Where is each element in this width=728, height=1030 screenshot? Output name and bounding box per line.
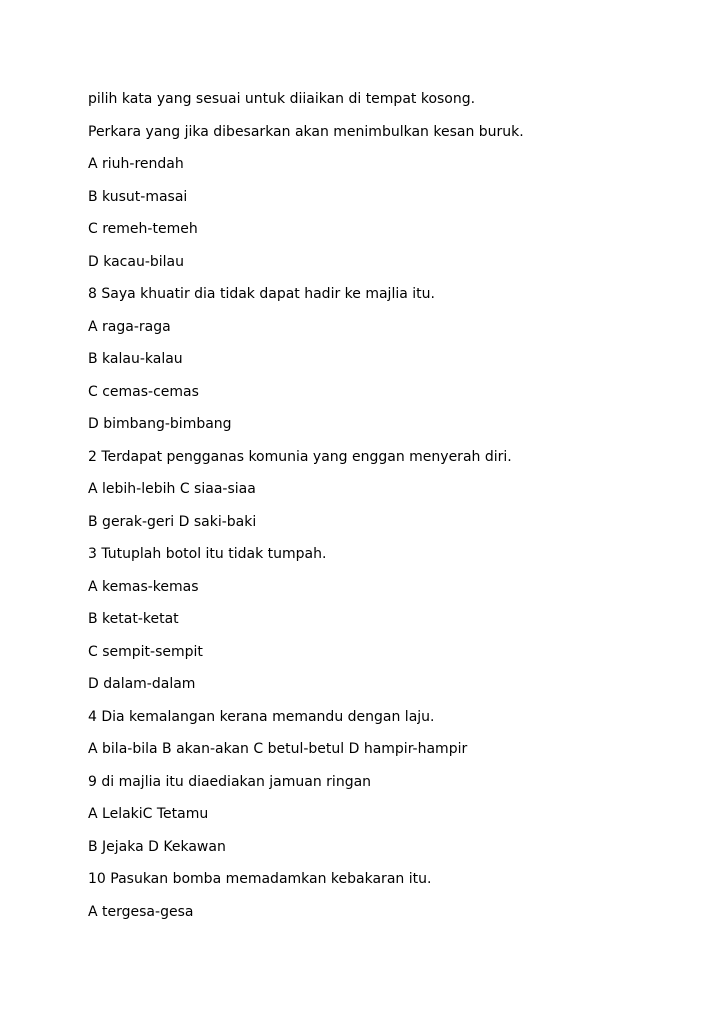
question-line: 10 Pasukan bomba memadamkan kebakaran itu. (88, 871, 432, 887)
answer-option: D dalam-dalam (88, 676, 196, 692)
answer-option: A kemas-kemas (88, 578, 199, 595)
instruction-line: pilih kata yang sesuai untuk diiaikan di tempat kosong. (88, 91, 476, 107)
question-line: 2 Terdapat pengganas komunia yang enggan menyerah diri. (88, 448, 512, 465)
question-line: Perkara yang jika dibesarkan akan menimbulkan kesan buruk. (88, 123, 524, 140)
question-line: 3 Tutuplah botol itu tidak tumpah. (88, 546, 327, 562)
answer-option: B kalau-kalau (88, 351, 183, 367)
answer-option: B kusut-masai (88, 188, 188, 205)
question-line: 9 di majlia itu diaediakan jamuan ringan (88, 773, 372, 790)
document-text (88, 89, 708, 934)
answer-option: A tergesa-gesa (88, 903, 194, 920)
answer-option: B Jejaka D Kekawan (88, 838, 226, 855)
answer-option: A bila-bila B akan-akan C betul-betul D hampir-hampir (88, 741, 468, 757)
answer-option: B gerak-geri D saki-baki (88, 513, 257, 530)
answer-option: D kacau-bilau (88, 253, 184, 270)
answer-option: A raga-raga (88, 318, 171, 335)
answer-option: C remeh-temeh (88, 221, 198, 237)
answer-option: A lebih-lebih C siaa-siaa (88, 481, 256, 497)
answer-option: C sempit-sempit (88, 643, 203, 660)
answer-option: C cemas-cemas (88, 383, 199, 400)
question-line: 8 Saya khuatir dia tidak dapat hadir ke majlia itu. (88, 286, 435, 302)
answer-option: A riuh-rendah (88, 156, 184, 172)
answer-option: A LelakiC Tetamu (88, 806, 209, 822)
answer-option: D bimbang-bimbang (88, 416, 232, 432)
question-line: 4 Dia kemalangan kerana memandu dengan laju. (88, 708, 435, 725)
answer-option: B ketat-ketat (88, 611, 179, 627)
